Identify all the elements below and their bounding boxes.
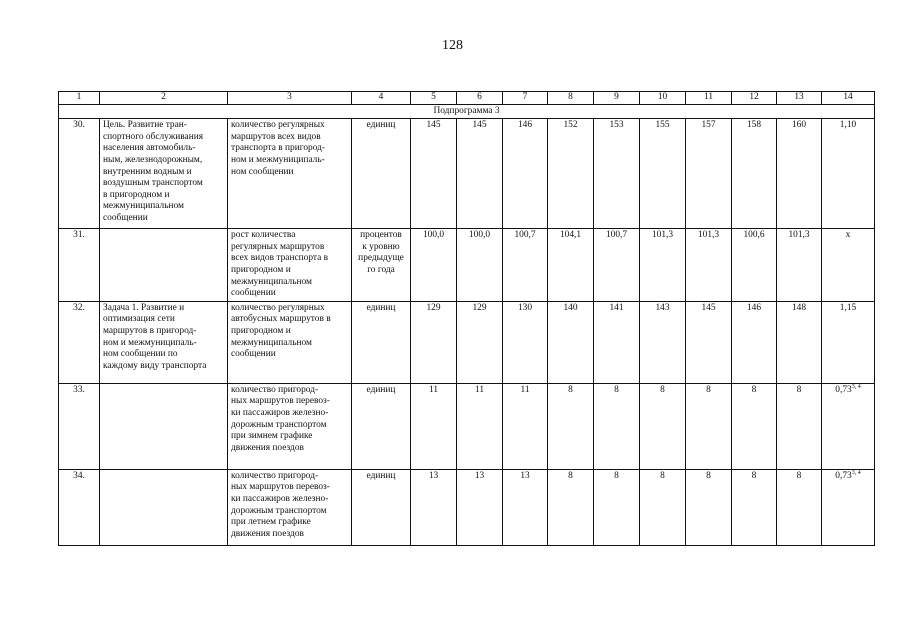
value-cell-text: 8	[568, 470, 573, 481]
indicator-cell-text: количество регулярных маршрутов всех видов транспорта в пригород- ном и межмуниципаль- ном сообщении	[231, 120, 326, 177]
value-cell-text: 8	[706, 384, 711, 395]
table-row	[59, 469, 875, 545]
subprogram-title: Подпрограмма 3	[59, 104, 875, 119]
column-header: 1	[59, 92, 100, 105]
value-cell-text: 140	[563, 302, 578, 313]
value-cell	[686, 119, 732, 229]
row-number-text: 33.	[73, 384, 85, 395]
value-cell-text: 146	[517, 120, 533, 131]
column-header: 7	[503, 92, 548, 105]
value-cell-text: 8	[568, 384, 573, 395]
value-cell	[548, 119, 594, 229]
ratio-cell-text: 1,15	[839, 302, 857, 313]
row-number-text: 30.	[73, 120, 85, 131]
value-cell	[732, 383, 777, 469]
value-cell-text: 101,3	[651, 230, 674, 241]
value-cell-text: 153	[609, 120, 624, 131]
value-cell-text: 11	[474, 384, 485, 395]
unit-cell	[352, 469, 411, 545]
value-cell	[457, 301, 503, 383]
value-cell-text: 100,7	[605, 230, 628, 241]
value-cell	[503, 301, 548, 383]
ratio-cell	[822, 229, 875, 302]
value-cell	[457, 229, 503, 302]
goal-cell	[100, 119, 228, 229]
ratio-cell-text: 0,73	[835, 384, 852, 395]
row-number-text: 32.	[73, 302, 85, 313]
value-cell	[411, 469, 457, 545]
value-cell	[548, 383, 594, 469]
value-cell	[640, 119, 686, 229]
value-cell	[732, 229, 777, 302]
value-cell-text: 8	[660, 470, 665, 481]
ratio-cell-text: 0,73	[835, 470, 852, 481]
column-header: 2	[100, 92, 228, 105]
column-header: 12	[732, 92, 777, 105]
unit-cell	[352, 301, 411, 383]
value-cell-text: 8	[751, 384, 757, 395]
value-cell	[777, 301, 822, 383]
value-cell	[411, 229, 457, 302]
unit-cell-text: единиц	[366, 120, 396, 131]
value-cell	[503, 119, 548, 229]
indicators-table	[58, 91, 875, 546]
value-cell	[594, 229, 640, 302]
value-cell	[503, 469, 548, 545]
indicator-cell	[228, 229, 352, 302]
goal-cell	[100, 229, 228, 302]
table-row	[59, 229, 875, 302]
table-row	[59, 301, 875, 383]
page-number: 128	[442, 38, 463, 53]
value-cell	[732, 469, 777, 545]
row-number	[59, 469, 100, 545]
value-cell-text: 130	[517, 302, 533, 313]
value-cell-text: 152	[563, 120, 578, 131]
indicator-cell	[228, 119, 352, 229]
value-cell	[594, 301, 640, 383]
row-number	[59, 229, 100, 302]
value-cell	[686, 229, 732, 302]
column-header: 3	[228, 92, 352, 105]
value-cell	[411, 119, 457, 229]
value-cell-text: 148	[791, 302, 807, 313]
value-cell-text: 13	[428, 470, 439, 481]
indicator-cell-text: количество пригород- ных маршрутов перевоз- ки пассажиров железно- дорожным транспортом при летнем графике движения поездов	[231, 470, 330, 539]
ratio-cell	[822, 383, 875, 469]
value-cell	[594, 119, 640, 229]
value-cell-text: 8	[706, 470, 711, 481]
value-cell-text: 13	[474, 470, 485, 481]
value-cell	[640, 383, 686, 469]
goal-cell	[100, 469, 228, 545]
value-cell	[686, 383, 732, 469]
row-number	[59, 301, 100, 383]
value-cell-text: 145	[472, 120, 487, 131]
indicator-cell-text: рост количества регулярных маршрутов всех видов транспорта в пригородном и межмуниципальном сообщении	[231, 230, 329, 299]
ratio-cell	[822, 469, 875, 545]
value-cell-text: 100,0	[422, 230, 445, 241]
column-number-row	[59, 92, 875, 105]
column-header: 8	[548, 92, 594, 105]
ratio-cell	[822, 301, 875, 383]
value-cell	[503, 229, 548, 302]
table-header	[59, 92, 875, 105]
row-number-text: 31.	[73, 230, 85, 241]
value-cell	[594, 469, 640, 545]
value-cell-text: 8	[796, 384, 802, 395]
column-header: 14	[822, 92, 875, 105]
row-number	[59, 383, 100, 469]
indicator-cell	[228, 383, 352, 469]
value-cell-text: 11	[428, 384, 439, 395]
column-header: 5	[411, 92, 457, 105]
value-cell	[777, 119, 822, 229]
value-cell	[457, 119, 503, 229]
value-cell-text: 101,3	[697, 230, 720, 241]
row-number	[59, 119, 100, 229]
value-cell-text: 11	[520, 384, 530, 395]
ratio-cell	[822, 119, 875, 229]
value-cell-text: 8	[751, 470, 757, 481]
value-cell	[594, 383, 640, 469]
goal-cell-text: Цель. Развитие тран- спортного обслуживания населения автомобиль- ным, железнодорожным, внутренним водным и воздушным транспортом в пригородном и межмуниципальном сообщении	[103, 120, 204, 223]
indicator-cell-text: количество регулярных автобусных маршрутов в пригородном и межмуниципальном сообщении	[231, 302, 331, 360]
column-header: 10	[640, 92, 686, 105]
value-cell-text: 100,0	[468, 230, 491, 241]
column-header: 11	[686, 92, 732, 105]
value-cell-text: 100,7	[514, 230, 536, 241]
value-cell	[411, 383, 457, 469]
indicator-cell-text: количество пригород- ных маршрутов перевоз- ки пассажиров железно- дорожным транспортом при зимнем графике движения поездов	[231, 384, 330, 453]
value-cell-text: 158	[746, 120, 762, 131]
table-row	[59, 119, 875, 229]
value-cell-text: 160	[791, 120, 807, 131]
value-cell-text: 8	[660, 384, 665, 395]
value-cell	[457, 469, 503, 545]
indicator-cell	[228, 301, 352, 383]
value-cell-text: 143	[655, 302, 670, 313]
value-cell-text: 100,6	[743, 230, 765, 241]
value-cell-text: 8	[614, 470, 619, 481]
value-cell-text: 129	[426, 302, 441, 313]
value-cell	[457, 383, 503, 469]
unit-cell-text: единиц	[366, 384, 396, 395]
value-cell-text: 141	[609, 302, 624, 313]
indicator-cell	[228, 469, 352, 545]
value-cell-text: 145	[701, 302, 716, 313]
row-number-text: 34.	[73, 470, 85, 481]
goal-cell	[100, 301, 228, 383]
column-header: 13	[777, 92, 822, 105]
unit-cell	[352, 119, 411, 229]
value-cell	[777, 229, 822, 302]
value-cell-text: 146	[746, 302, 762, 313]
goal-cell-text: Задача 1. Развитие и оптимизация сети маршрутов в пригород- ном и межмуниципаль- ном сообщении по каждому виду транспорта	[103, 302, 207, 371]
unit-cell-text: единиц	[366, 470, 396, 481]
value-cell	[640, 301, 686, 383]
ratio-cell-text: х	[845, 230, 851, 241]
value-cell	[732, 301, 777, 383]
unit-cell	[352, 229, 411, 302]
value-cell-text: 155	[655, 120, 670, 131]
column-header: 6	[457, 92, 503, 105]
value-cell-text: 8	[796, 470, 802, 481]
ratio-cell-text: 1,10	[839, 120, 857, 131]
value-cell	[548, 301, 594, 383]
value-cell	[777, 383, 822, 469]
value-cell	[732, 119, 777, 229]
value-cell-text: 145	[426, 120, 441, 131]
value-cell	[640, 469, 686, 545]
value-cell	[548, 229, 594, 302]
value-cell-text: 157	[701, 120, 716, 131]
value-cell-text: 104,1	[559, 230, 582, 241]
value-cell	[686, 469, 732, 545]
value-cell-text: 13	[520, 470, 530, 481]
footnote-ref: 3, 4	[851, 383, 861, 390]
goal-cell	[100, 383, 228, 469]
unit-cell-text: единиц	[366, 302, 396, 313]
value-cell	[640, 229, 686, 302]
value-cell	[503, 383, 548, 469]
value-cell	[777, 469, 822, 545]
column-header: 9	[594, 92, 640, 105]
subprogram-row	[59, 104, 875, 119]
value-cell-text: 8	[614, 384, 619, 395]
footnote-ref: 3, 4	[851, 469, 861, 476]
table-body	[59, 104, 875, 545]
unit-cell-text: процентов к уровню предыдуще го года	[358, 230, 404, 275]
value-cell-text: 101,3	[788, 230, 810, 241]
value-cell-text: 129	[472, 302, 487, 313]
column-header: 4	[352, 92, 411, 105]
unit-cell	[352, 383, 411, 469]
value-cell	[548, 469, 594, 545]
value-cell	[411, 301, 457, 383]
value-cell	[686, 301, 732, 383]
table-row	[59, 383, 875, 469]
